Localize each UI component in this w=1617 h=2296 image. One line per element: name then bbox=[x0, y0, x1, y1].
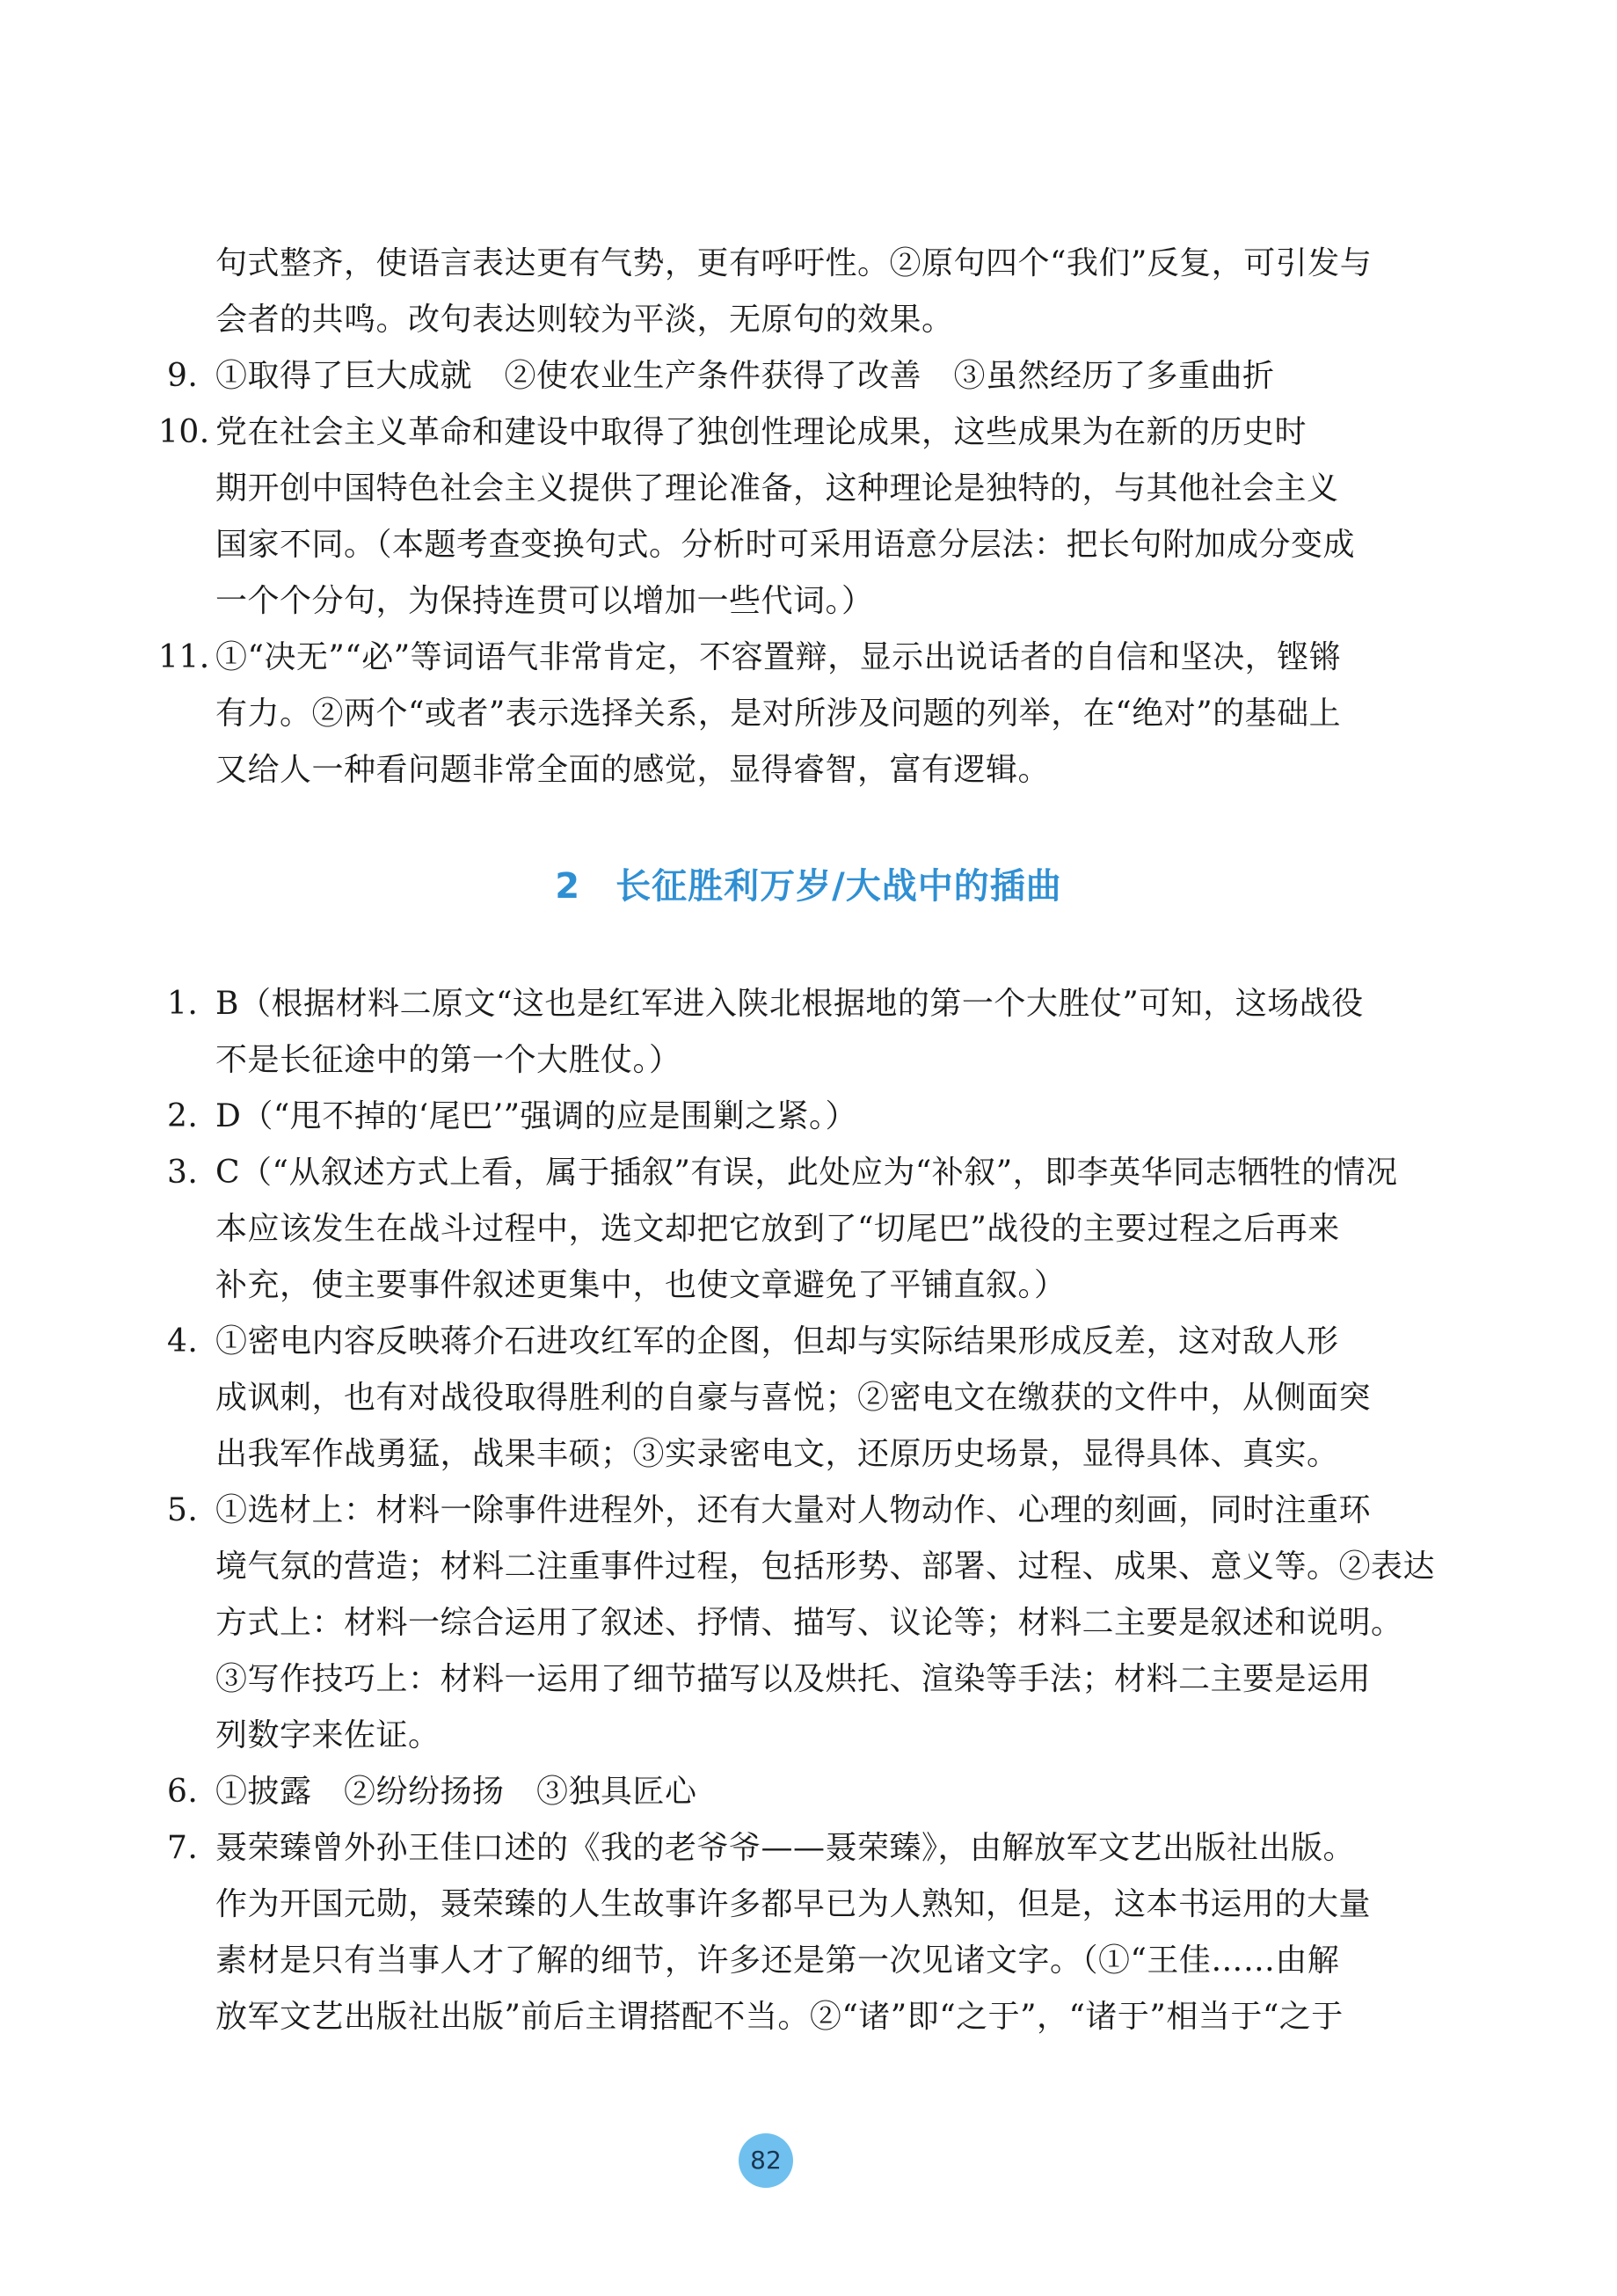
answer-item-10 bbox=[158, 405, 1372, 630]
item-text: 境气氛的营造；材料二注重事件过程，包括形势、部署、过程、成果、意义等。②表达 bbox=[215, 1549, 1436, 1585]
section-number: 2 bbox=[555, 866, 581, 907]
item-number: 2. bbox=[167, 1098, 199, 1134]
answer-item-7 bbox=[167, 1820, 1372, 2045]
item-text: 聂荣臻曾外孙王佳口述的《我的老爷爷——聂荣臻》，由解放军文艺出版社出版。 bbox=[215, 1830, 1356, 1866]
item-text: 又给人一种看问题非常全面的感觉，显得睿智，富有逻辑。 bbox=[215, 752, 1051, 788]
item-text: 有力。②两个“或者”表示选择关系，是对所涉及问题的列举，在“绝对”的基础上 bbox=[215, 696, 1342, 732]
item-text: 补充，使主要事件叙述更集中，也使文章避免了平铺直叙。） bbox=[215, 1267, 1067, 1303]
item-text: ①密电内容反映蒋介石进攻红军的企图，但却与实际结果形成反差，这对敌人形 bbox=[215, 1323, 1339, 1359]
item-number: 5. bbox=[167, 1492, 199, 1528]
item-text: ①取得了巨大成就 ②使农业生产条件获得了改善 ③虽然经历了多重曲折 bbox=[215, 358, 1275, 394]
item-number: 1. bbox=[167, 986, 199, 1022]
answer-item-6 bbox=[167, 1764, 1372, 1820]
answer-item-3 bbox=[167, 1145, 1398, 1314]
answer-item-5 bbox=[167, 1483, 1436, 1764]
item-number: 11. bbox=[158, 639, 210, 675]
item-number: 9. bbox=[167, 358, 199, 394]
item-text: C（“从叙述方式上看，属于插叙”有误，此处应为“补叙”，即李英华同志牺牲的情况 bbox=[215, 1155, 1398, 1191]
item-text: 列数字来佐证。 bbox=[215, 1717, 441, 1753]
answer-item-2 bbox=[167, 1089, 1372, 1145]
item-text: 放军文艺出版社出版”前后主谓搭配不当。②“诸”即“之于”，“诸于”相当于“之于 bbox=[215, 1999, 1344, 2035]
answer-item-1 bbox=[167, 976, 1372, 1089]
item-text: 不是长征途中的第一个大胜仗。） bbox=[215, 1042, 681, 1078]
item-text: 作为开国元勋，聂荣臻的人生故事许多都早已为人熟知，但是，这本书运用的大量 bbox=[215, 1886, 1372, 1922]
item-text: 成讽刺，也有对战役取得胜利的自豪与喜悦；②密电文在缴获的文件中，从侧面突 bbox=[215, 1380, 1372, 1416]
item-number: 3. bbox=[167, 1155, 199, 1191]
item-text: 本应该发生在战斗过程中，选文却把它放到了“切尾巴”战役的主要过程之后再来 bbox=[215, 1211, 1340, 1247]
item-text: 党在社会主义革命和建设中取得了独创性理论成果，这些成果为在新的历史时 bbox=[215, 414, 1307, 450]
answer-item-11 bbox=[158, 630, 1372, 798]
item-number: 6. bbox=[167, 1774, 199, 1810]
item-number: 7. bbox=[167, 1830, 199, 1866]
continuation-line: 会者的共鸣。改句表达则较为平淡，无原句的效果。 bbox=[215, 302, 954, 338]
item-text: 方式上：材料一综合运用了叙述、抒情、描写、议论等；材料二主要是叙述和说明。 bbox=[215, 1605, 1403, 1641]
answers-block-section-2 bbox=[167, 976, 1436, 2045]
page-number-badge: 82 bbox=[739, 2133, 793, 2188]
continuation-line: 句式整齐，使语言表达更有气势，更有呼吁性。②原句四个“我们”反复，可引发与 bbox=[215, 245, 1373, 281]
item-text: ①披露 ②纷纷扬扬 ③独具匠心 bbox=[215, 1774, 697, 1810]
item-text: D（“甩不掉的‘尾巴’”强调的应是围剿之紧。） bbox=[215, 1098, 858, 1134]
item-text: 期开创中国特色社会主义提供了理论准备，这种理论是独特的，与其他社会主义 bbox=[215, 470, 1339, 507]
item-number: 4. bbox=[167, 1323, 199, 1359]
section-title bbox=[0, 858, 1617, 908]
answer-item-4 bbox=[167, 1314, 1372, 1483]
answer-item-9 bbox=[167, 348, 1372, 405]
item-number: 10. bbox=[158, 414, 210, 450]
item-text: 出我军作战勇猛，战果丰硕；③实录密电文，还原历史场景，显得具体、真实。 bbox=[215, 1436, 1339, 1472]
item-text: ③写作技巧上：材料一运用了细节描写以及烘托、渲染等手法；材料二主要是运用 bbox=[215, 1661, 1372, 1697]
item-text: 素材是只有当事人才了解的细节，许多还是第一次见诸文字。（①“王佳……由解 bbox=[215, 1942, 1340, 1979]
item-text: 国家不同。（本题考查变换句式。分析时可采用语意分层法：把长句附加成分变成 bbox=[215, 527, 1356, 563]
section-title-text: 长征胜利万岁/大战中的插曲 bbox=[615, 866, 1062, 907]
item-text: 一个个分句，为保持连贯可以增加一些代词。） bbox=[215, 583, 874, 619]
item-text: B（根据材料二原文“这也是红军进入陕北根据地的第一个大胜仗”可知，这场战役 bbox=[215, 986, 1364, 1022]
answers-block-top bbox=[158, 236, 1373, 798]
item-text: ①选材上：材料一除事件进程外，还有大量对人物动作、心理的刻画，同时注重环 bbox=[215, 1492, 1372, 1528]
item-text: ①“决无”“必”等词语气非常肯定，不容置辩，显示出说话者的自信和坚决，铿锵 bbox=[215, 639, 1342, 675]
